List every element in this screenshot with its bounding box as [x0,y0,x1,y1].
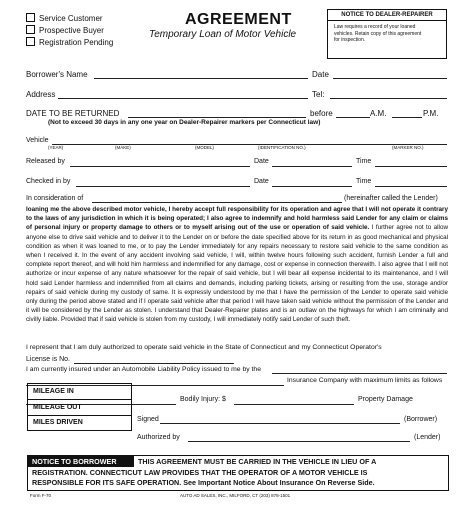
consideration-label: In consideration of [26,195,84,202]
notice-dealer-box [327,9,447,59]
tel-field[interactable] [330,98,447,99]
mileage-box [27,383,132,431]
checked-in-by-field[interactable] [76,186,250,187]
mileage-out[interactable]: MILEAGE OUT [28,400,131,416]
address-label: Address [26,90,56,99]
checkbox-prospective-buyer[interactable]: Prospective Buyer [26,25,104,35]
borrower-caption: (Borrower) [404,416,438,423]
consideration-suffix: (hereinafter called the Lender) [344,195,438,202]
bodily-injury-field[interactable] [234,404,354,405]
represent-text: I represent that I am duly authorized to operate said vehicle in the State of Connecticut and my Connecticut Operator's [26,344,382,351]
lender-name-field[interactable] [92,202,342,203]
agreement-body-text: I further agree not to allow anyone else to drive said vehicle and to deliver it to the Lender on or before the date specified above for its return in as good mechanical and physical condition as when it was loaned to me, or to pay the Lender immediately for any repairs necessary to restore said vehicle to the same condition as when I received it. In the event of any accident involving said vehicle, I will, within twelve hours following such accident, furnish Lender a full and complete report thereof, and will hold him harmless and indemnified for any damage, cost or expense in connection therewith. I also agree that I will not authorize or incur expense of any nature whatsoever for the repair of said vehicle, but I will bear all expense incidental to its maintenance, and I will hold said Lender harmless and indemnified from all claims and demands, including parking tickets, arising or resulting from the use, storage and/or repairs of said vehicle during my custody of same. It is expressly understood by me that I have the permission of the Lender to operate said vehicle only during the period above stated and if I operate said vehicle after that period I will have taken said vehicle without the permission of the Lender and it will be considered by the Lender as stolen. I understand that Dealer-Repairer plates and is an outlaw on the highways for which I am criminally and civilly liable. Provided that if said vehicle is stolen from my custody, I will immediately notify said Lender of such theft. [26,224,449,324]
authorized-label: Authorized by [137,434,180,441]
notice-dealer-text: Law requires a record of your loaned [334,24,416,30]
released-time-label: Time [356,158,372,165]
checkbox-registration-pending[interactable]: Registration Pending [26,37,113,47]
vehicle-label: Vehicle [26,137,49,144]
notice-borrower-box [27,455,449,491]
checked-in-by-label: Checked in by [26,178,71,185]
signature-field[interactable] [160,423,400,424]
agreement-body [26,205,448,325]
bodily-injury-label: Bodily Injury: $ [180,396,226,403]
checked-date-field[interactable] [272,186,352,187]
date-returned-label: DATE TO BE RETURNED [26,109,120,118]
notice-dealer-heading: NOTICE TO DEALER-REPAIRER [328,10,446,21]
borrower-name-label: Borrower's Name [26,70,88,79]
miles-driven[interactable]: MILES DRIVEN [33,419,83,426]
notice-borrower-text: THIS AGREEMENT MUST BE CARRIED IN THE VEHICLE IN LIEU OF A [138,457,377,466]
date-field[interactable] [333,78,447,79]
property-damage-label: Property Damage [358,396,413,403]
license-label: License is No. [26,356,70,363]
checked-time-field[interactable] [375,186,447,187]
notice-borrower-heading: NOTICE TO BORROWER [28,456,134,467]
address-field[interactable] [58,98,308,99]
make-caption: (MAKE) [115,145,131,150]
checked-date-label: Date [254,178,269,185]
released-by-label: Released by [26,158,65,165]
date-returned-field[interactable] [128,117,306,118]
checkbox-icon [26,13,35,22]
pm-label: P.M. [423,109,439,118]
mileage-in[interactable]: MILEAGE IN [28,384,131,400]
notice-dealer-text: for inspection. [334,37,366,43]
page-subtitle: Temporary Loan of Motor Vehicle [149,29,297,40]
year-caption: (YEAR) [48,145,64,150]
checked-time-label: Time [356,178,372,185]
insurer-field[interactable] [272,373,447,374]
date-label: Date [312,70,329,79]
before-label: before [310,109,333,118]
released-date-label: Date [254,158,269,165]
id-caption: (IDENTIFICATION NO.) [258,145,306,150]
page-title: AGREEMENT [185,11,292,28]
checkbox-service-customer[interactable]: Service Customer [26,13,103,23]
notice-borrower-text: RESPONSIBLE FOR ITS SAFE OPERATION. See Important Notice About Insurance On Reverse Side. [32,478,375,487]
released-time-field[interactable] [375,166,447,167]
agreement-body-bold: loaning me the above described motor vehicle, I hereby accept full responsibility for its operation and agree that I will not operate it contrary to the laws of any jurisdiction in which it is being operated; I also agree to indemnify and hold harmless said Lender for any claim or claims of personal injury or property damage to others or to myself arising out of the use or operation of said vehicle. [26,206,448,232]
form-number: Form F-70 [30,493,52,498]
insured-text: I am currently insured under an Automobile Liability Policy issued to me by the [26,366,261,373]
notice-dealer-text: vehicles. Retain copy of this agreement [334,30,422,37]
borrower-name-field[interactable] [94,78,308,79]
vehicle-field[interactable] [52,144,447,145]
authorized-field[interactable] [188,441,410,442]
lender-caption: (Lender) [414,434,441,441]
not-exceed-note: (Not to exceed 30 days in any one year on Dealer-Repairer markers per Connecticut law) [48,119,321,126]
checkbox-icon [26,37,35,46]
am-label: A.M. [370,109,387,118]
model-caption: (MODEL) [195,145,214,150]
signed-label: Signed [137,416,159,423]
released-date-field[interactable] [272,166,352,167]
notice-borrower-text: REGISTRATION. CONNECTICUT LAW PROVIDES THAT THE OPERATOR OF A MOTOR VEHICLE IS [32,468,368,477]
footer-company: AUTO AD SALES, INC., MILFORD, CT (203) 878-1501 [180,493,291,498]
marker-caption: (MARKER NO.) [392,145,424,150]
released-by-field[interactable] [70,166,250,167]
return-time-field[interactable] [336,117,370,118]
insurance-company-label: Insurance Company with maximum limits as follows [287,377,443,384]
license-field[interactable] [74,363,234,364]
return-time-pm-field[interactable] [392,117,422,118]
tel-label: Tel: [312,90,325,99]
checkbox-icon [26,25,35,34]
